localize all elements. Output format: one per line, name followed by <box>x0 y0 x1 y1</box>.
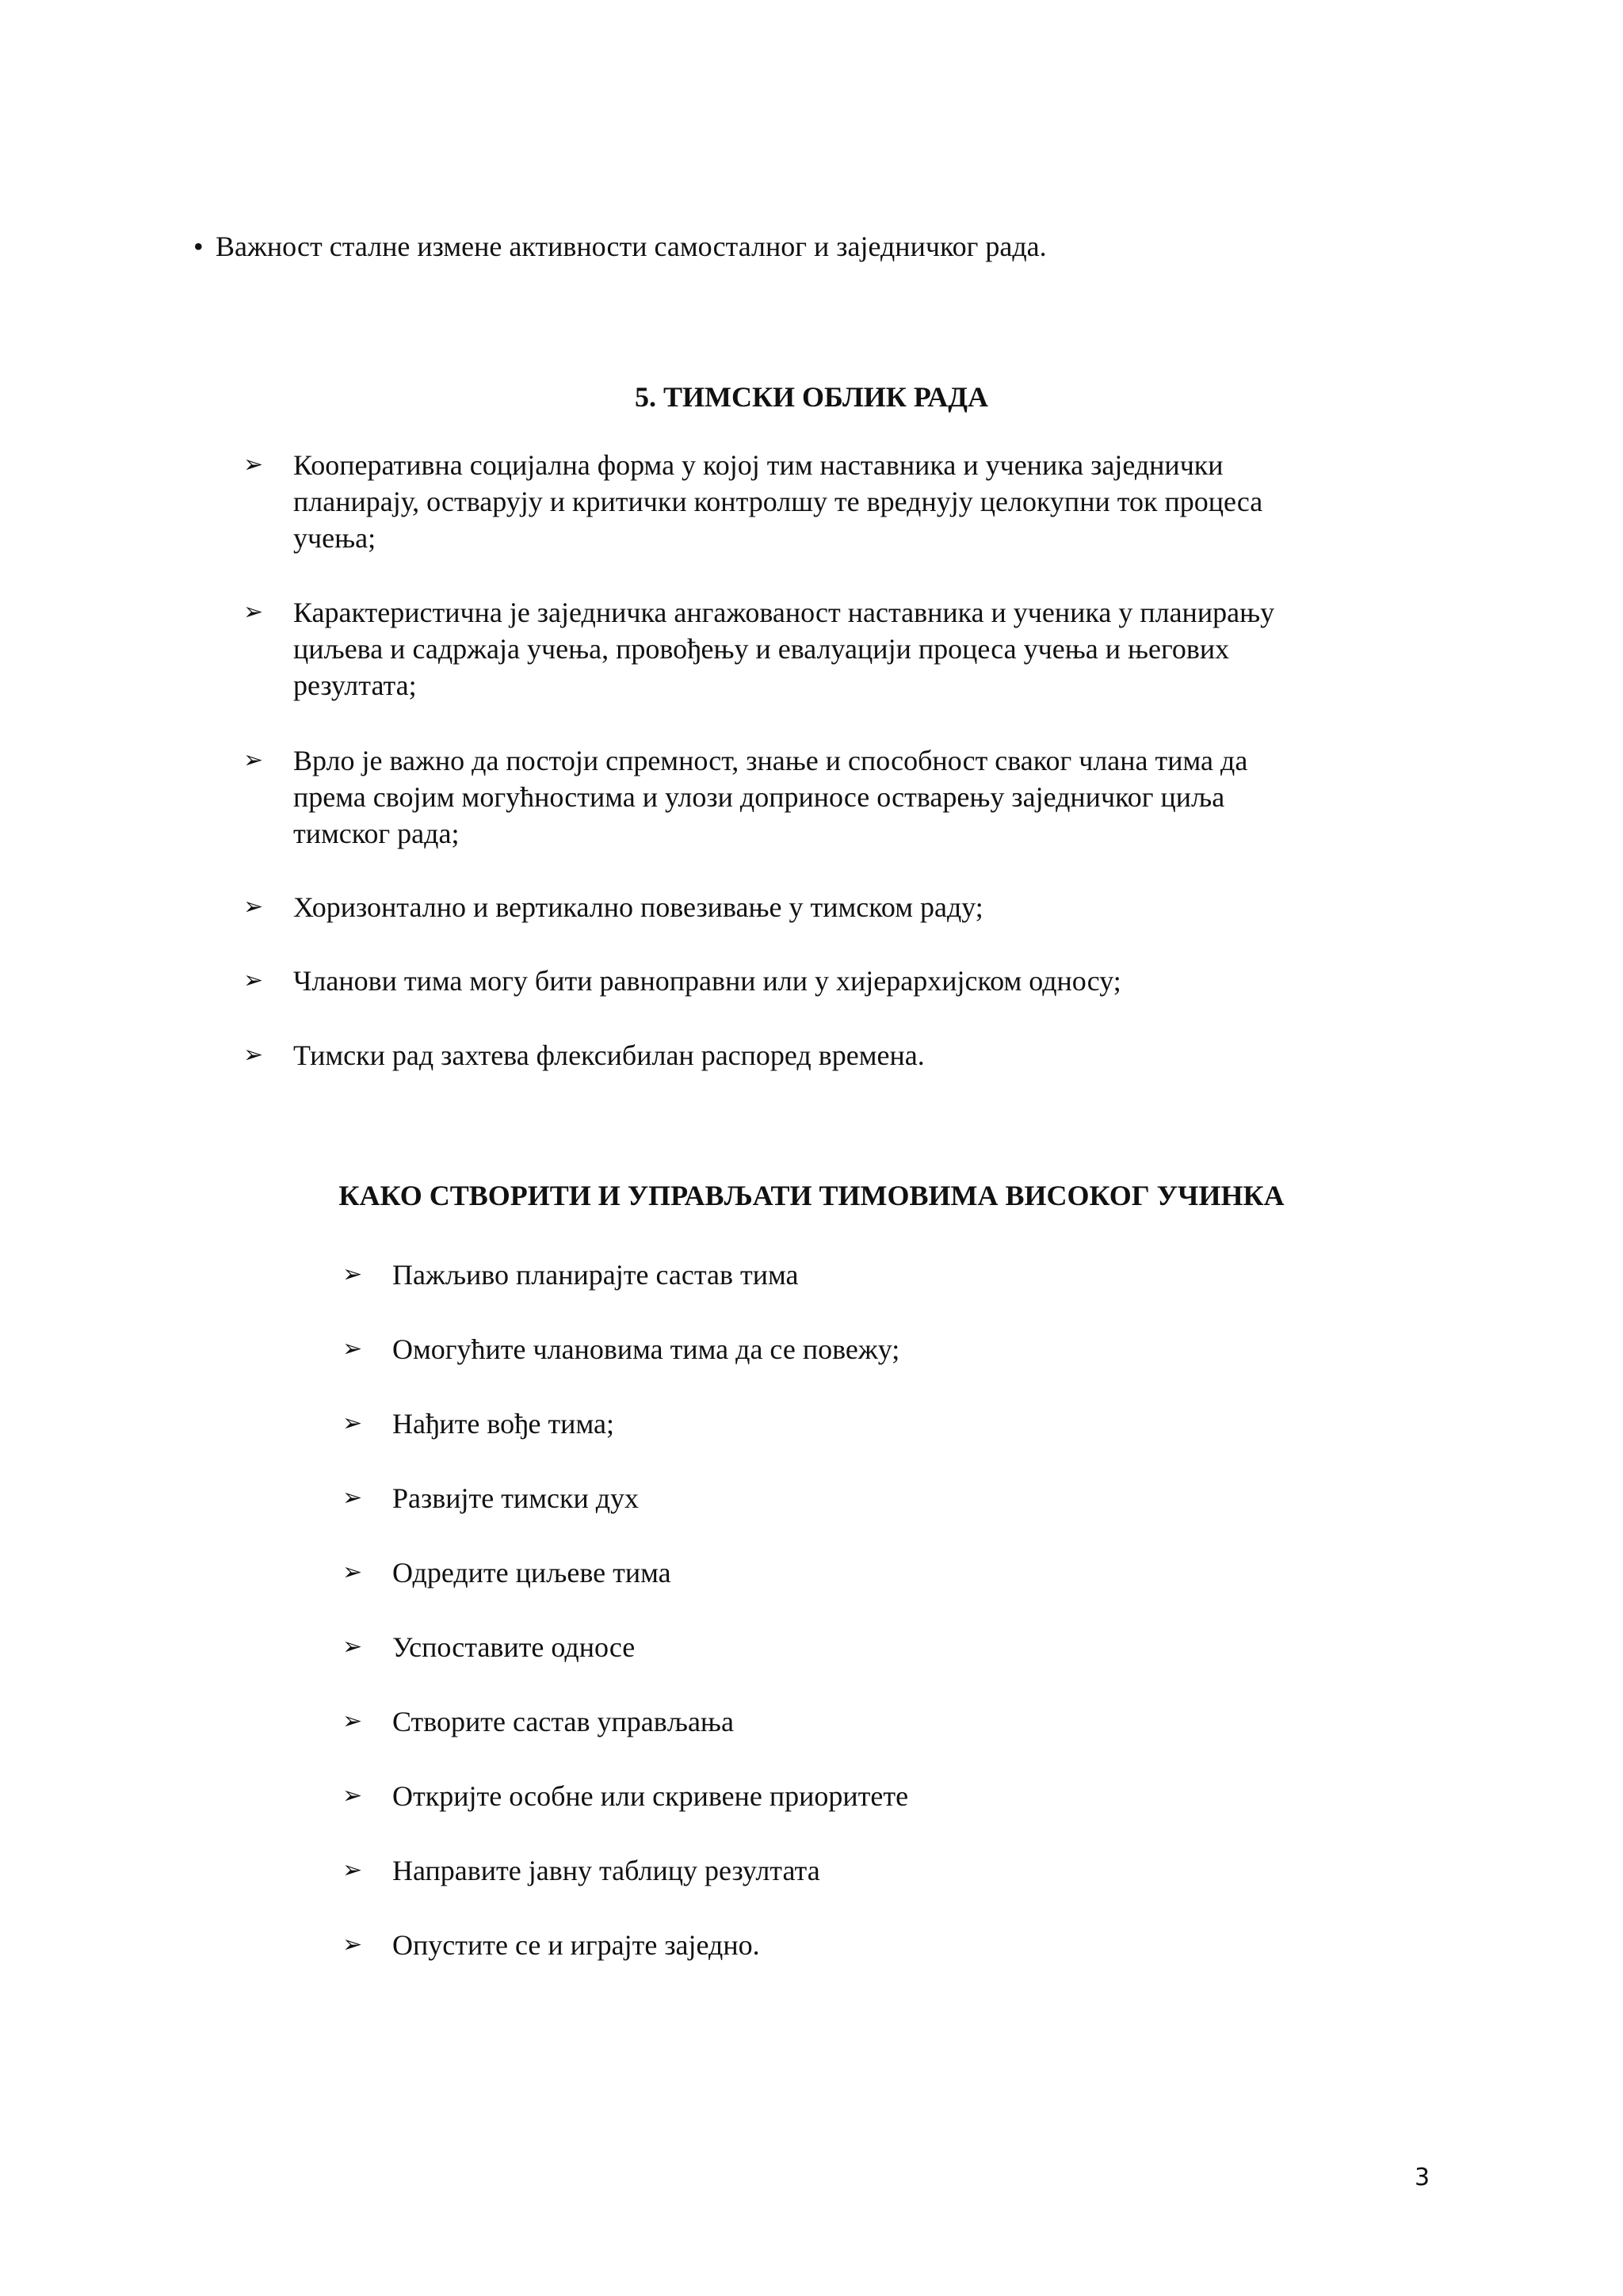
arrow-bullet-icon: ➢ <box>243 452 264 478</box>
arrow-bullet-icon: ➢ <box>342 1783 363 1809</box>
list-item-text: Одредите циљеве тима <box>392 1557 671 1589</box>
intro-bullet-item <box>193 228 1047 265</box>
arrow-bullet-icon: ➢ <box>342 1857 363 1883</box>
list-item-text: Чланови тима могу бити равноправни или у хијерархијском односу; <box>293 965 1121 997</box>
arrow-bullet-icon: ➢ <box>243 894 264 920</box>
list-item-text: Опустите се и играјте заједно. <box>392 1929 760 1961</box>
arrow-bullet-icon: ➢ <box>342 1559 363 1585</box>
arrow-bullet-icon: ➢ <box>243 1042 264 1068</box>
list-item-text: Нађите вође тима; <box>392 1408 614 1440</box>
list-item-text: Развијте тимски дух <box>392 1482 640 1514</box>
section-heading-team-work: 5. ТИМСКИ ОБЛИК РАДА <box>634 381 989 413</box>
list-item-text: Откријте особне или скривене приоритете <box>392 1780 909 1812</box>
arrow-bullet-icon: ➢ <box>342 1708 363 1734</box>
arrow-bullet-icon: ➢ <box>342 1410 363 1436</box>
arrow-bullet-icon: ➢ <box>243 747 264 773</box>
arrow-bullet-icon: ➢ <box>243 599 264 625</box>
page-number: 3 <box>1415 2164 1430 2191</box>
bullet-marker: • <box>193 231 204 262</box>
section-heading-high-performance-teams: КАКО СТВОРИТИ И УПРАВЉАТИ ТИМОВИМА ВИСОКОГ УЧИНКА <box>338 1180 1285 1211</box>
list-item-text: Пажљиво планирајте састав тима <box>392 1259 799 1291</box>
intro-bullet-text: Важност сталне измене активности самосталног и заједничког рада. <box>216 231 1047 262</box>
list-item-text: Кооперативна социјална форма у којој тим наставника и ученика заједнички планирају, остварују и критички контролшу те вреднују целокупни ток процеса учења; <box>293 449 1263 554</box>
arrow-bullet-icon: ➢ <box>342 1932 363 1958</box>
list-item-text: Карактеристична је заједничка ангажованост наставника и ученика у планирању циљева и садржаја учења, провођењу и евалуацији процеса учења и његових резултата; <box>293 597 1275 701</box>
arrow-bullet-icon: ➢ <box>342 1336 363 1362</box>
arrow-bullet-icon: ➢ <box>342 1485 363 1511</box>
arrow-bullet-icon: ➢ <box>342 1261 363 1287</box>
list-item-text: Створите састав управљања <box>392 1706 734 1737</box>
list-item-text: Успоставите односе <box>392 1631 636 1663</box>
list-item-text: Направите јавну таблицу резултата <box>392 1855 820 1886</box>
arrow-bullet-icon: ➢ <box>243 967 264 994</box>
list-item-text: Врло је важно да постоји спремност, знање и способност сваког члана тима да према својим могућностима и улози доприносе остварењу заједничког циља тимског рада; <box>293 745 1248 849</box>
list-item-text: Омогућите члановима тима да се повежу; <box>392 1333 900 1365</box>
list-item-text: Хоризонтално и вертикално повезивање у тимском раду; <box>293 891 983 923</box>
list-item-text: Тимски рад захтева флексибилан распоред времена. <box>293 1039 925 1071</box>
arrow-bullet-icon: ➢ <box>342 1634 363 1660</box>
